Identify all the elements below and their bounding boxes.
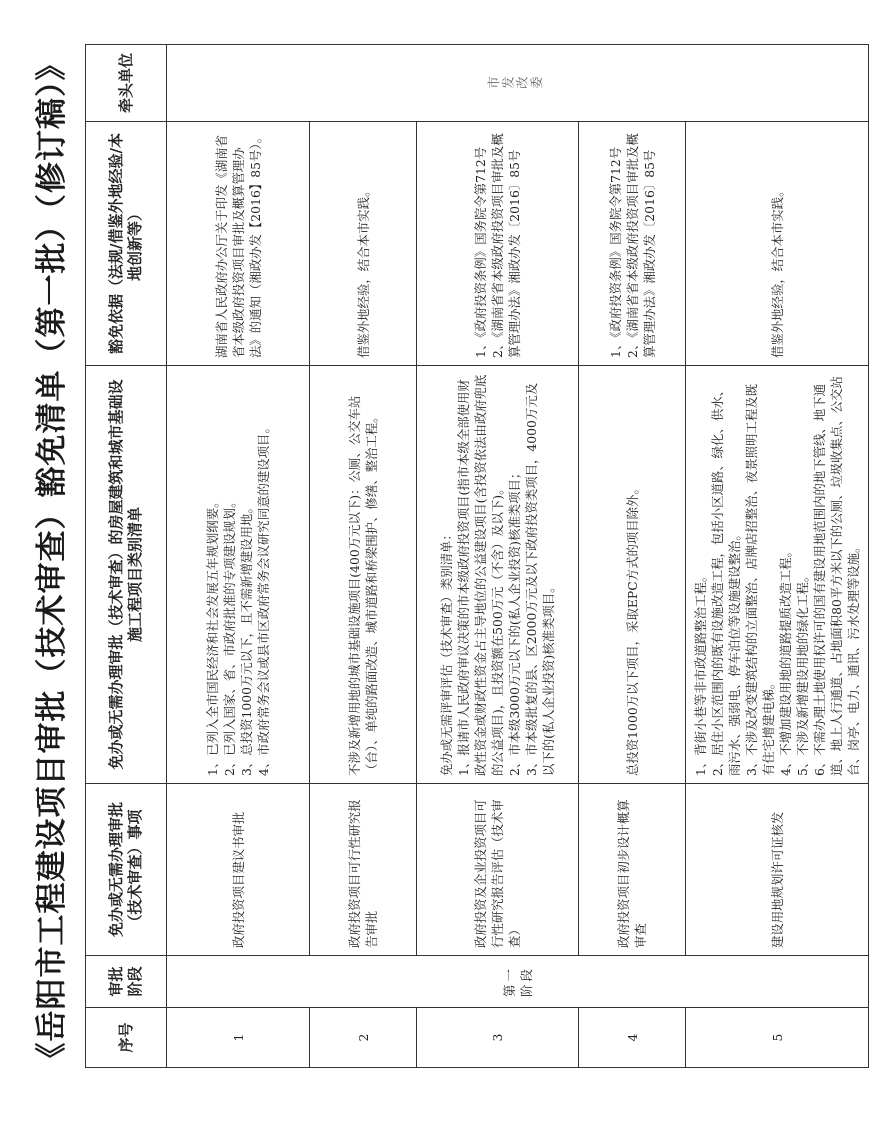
scope-line: 2、已列入国家、省、市政府批准的专项建设规划。	[222, 495, 237, 776]
scope-line: 5、不涉及新增建设用地的绿化工程。	[795, 569, 810, 776]
header-scope: 免办或无需办理审批（技术审查）的房屋建筑和城市基础设施工程项目类别清单	[86, 366, 167, 784]
header-lead: 牵头单位	[86, 45, 167, 122]
basis-line: 借鉴外地经验，结合本市实践。	[769, 184, 785, 358]
matter-cell: 政府投资项目可行性研究报告审批	[310, 784, 417, 956]
scope-line: 3、市本级批复的县、区2000万元及以下政府投资类项目，4000万元及以下的(私人企业投资)核准类项目。	[524, 382, 556, 776]
basis-line: 1、《政府投资条例》国务院令第712号	[607, 146, 623, 358]
scope-line: 1、已列入全市国民经济和社会发展五年规划纲要。	[205, 495, 220, 776]
seq-cell: 1	[167, 1008, 310, 1068]
table-row	[167, 45, 310, 1068]
basis-cell	[167, 122, 310, 366]
scope-line: 4、不增加建设用地的道路提质改造工程。	[778, 545, 793, 776]
table-row	[579, 45, 686, 1068]
scope-line: 不涉及新增用地的城市基础设施项目(400万元以下)：公厕、公交车站（台）、单纯的路面改造、城市道路和桥梁围护、修缮、整治工程。	[347, 395, 379, 776]
matter-cell: 政府投资及企业投资项目可行性研究报告评估（技术审查）	[417, 784, 579, 956]
matter-cell: 政府投资项目建议书审批	[167, 784, 310, 956]
scope-line: 3、不涉及改变建筑结构的立面整治、店牌店招整治、夜景照明工程及既有住宅增建电梯。	[744, 384, 776, 776]
scope-line: 免办或无需评审评估（技术审查）类别清单：	[439, 528, 454, 776]
scope-line: 3、总投资1000万元以下，且不需新增建设用地。	[239, 501, 254, 776]
basis-line: 2、《湖南省省本级政府投资项目审批及概算管理办法》湘政办发〔2016〕85号	[624, 133, 657, 358]
table-header-row	[86, 45, 167, 1068]
scope-line: 2、居住小区范围内的既有设施改造工程，包括小区道路、绿化、供水、雨污水、强弱电、停车泊位等设施建设整治。	[710, 384, 742, 776]
scope-line: 6、不需办理土地使用权许可的国有建设用地范围内的地下管线、地下通道、地上人行通道、占地面积80平方米以下的公厕、垃圾收集点、公交站台、岗亭、电力、通讯、污水处理等设施。	[812, 376, 861, 776]
exemption-table	[85, 44, 869, 1068]
seq-cell: 4	[579, 1008, 686, 1068]
basis-cell	[417, 122, 579, 366]
scope-cell	[310, 366, 417, 784]
basis-cell	[579, 122, 686, 366]
seq-cell: 5	[686, 1008, 869, 1068]
scope-line: 1、背街小巷等非市政道路整治工程。	[693, 569, 708, 776]
table-row	[686, 45, 869, 1068]
seq-cell: 2	[310, 1008, 417, 1068]
table-row	[417, 45, 579, 1068]
stage-label: 第一阶段	[501, 966, 534, 997]
header-basis: 豁免依据（法规/借鉴外地经验/本地创新等）	[86, 122, 167, 366]
basis-cell	[310, 122, 417, 366]
scope-cell	[417, 366, 579, 784]
scope-line: 总投资1000万以下项目，采取EPC方式的项目除外。	[624, 482, 640, 776]
basis-line: 湖南省人民政府办公厅关于印发《湖南省省本级政府投资项目审批及概算管理办法》的通知（湘政办发【2016】85号）。	[213, 131, 263, 358]
scope-line: 4、市政府常务会议或县市区政府常务会议研究同意的建设项目。	[256, 421, 271, 776]
header-seq: 序号	[86, 1008, 167, 1068]
scope-cell	[579, 366, 686, 784]
matter-cell: 政府投资项目初步设计概算审查	[579, 784, 686, 956]
basis-cell	[686, 122, 869, 366]
scope-cell	[686, 366, 869, 784]
header-matter: 免办或无需办理审批（技术审查）事项	[86, 784, 167, 956]
lead-unit-cell	[167, 45, 869, 122]
basis-line: 借鉴外地经验，结合本市实践。	[355, 184, 371, 358]
scope-line: 2、市本级3000万元以下的(私人企业投资)核准类项目；	[507, 466, 522, 776]
seq-cell: 3	[417, 1008, 579, 1068]
basis-line: 2、《湖南省省本级政府投资项目审批及概算管理办法》湘政办发〔2016〕85号	[490, 133, 522, 358]
lead-unit-label: 市发改委	[486, 75, 545, 91]
scope-line: 1、报请市人民政府审议决策的市本级政府投资项目(指市本级全部使用财政性资金或财政性资金占主导地位的公益建设项目(含投资依法由政府兜底的公益项目)，且投资额在500万元（不含）及以下)。	[456, 374, 505, 776]
header-stage: 审批阶段	[86, 956, 167, 1008]
basis-line: 1、《政府投资条例》国务院令第712号	[473, 146, 488, 358]
matter-cell: 建设用地规划许可证核发	[686, 784, 869, 956]
table-row	[310, 45, 417, 1068]
scope-cell	[167, 366, 310, 784]
stage-cell	[167, 956, 869, 1008]
document-title: 《岳阳市工程建设项目审批（技术审查）豁免清单（第一批）（修订稿）》	[34, 48, 70, 1074]
